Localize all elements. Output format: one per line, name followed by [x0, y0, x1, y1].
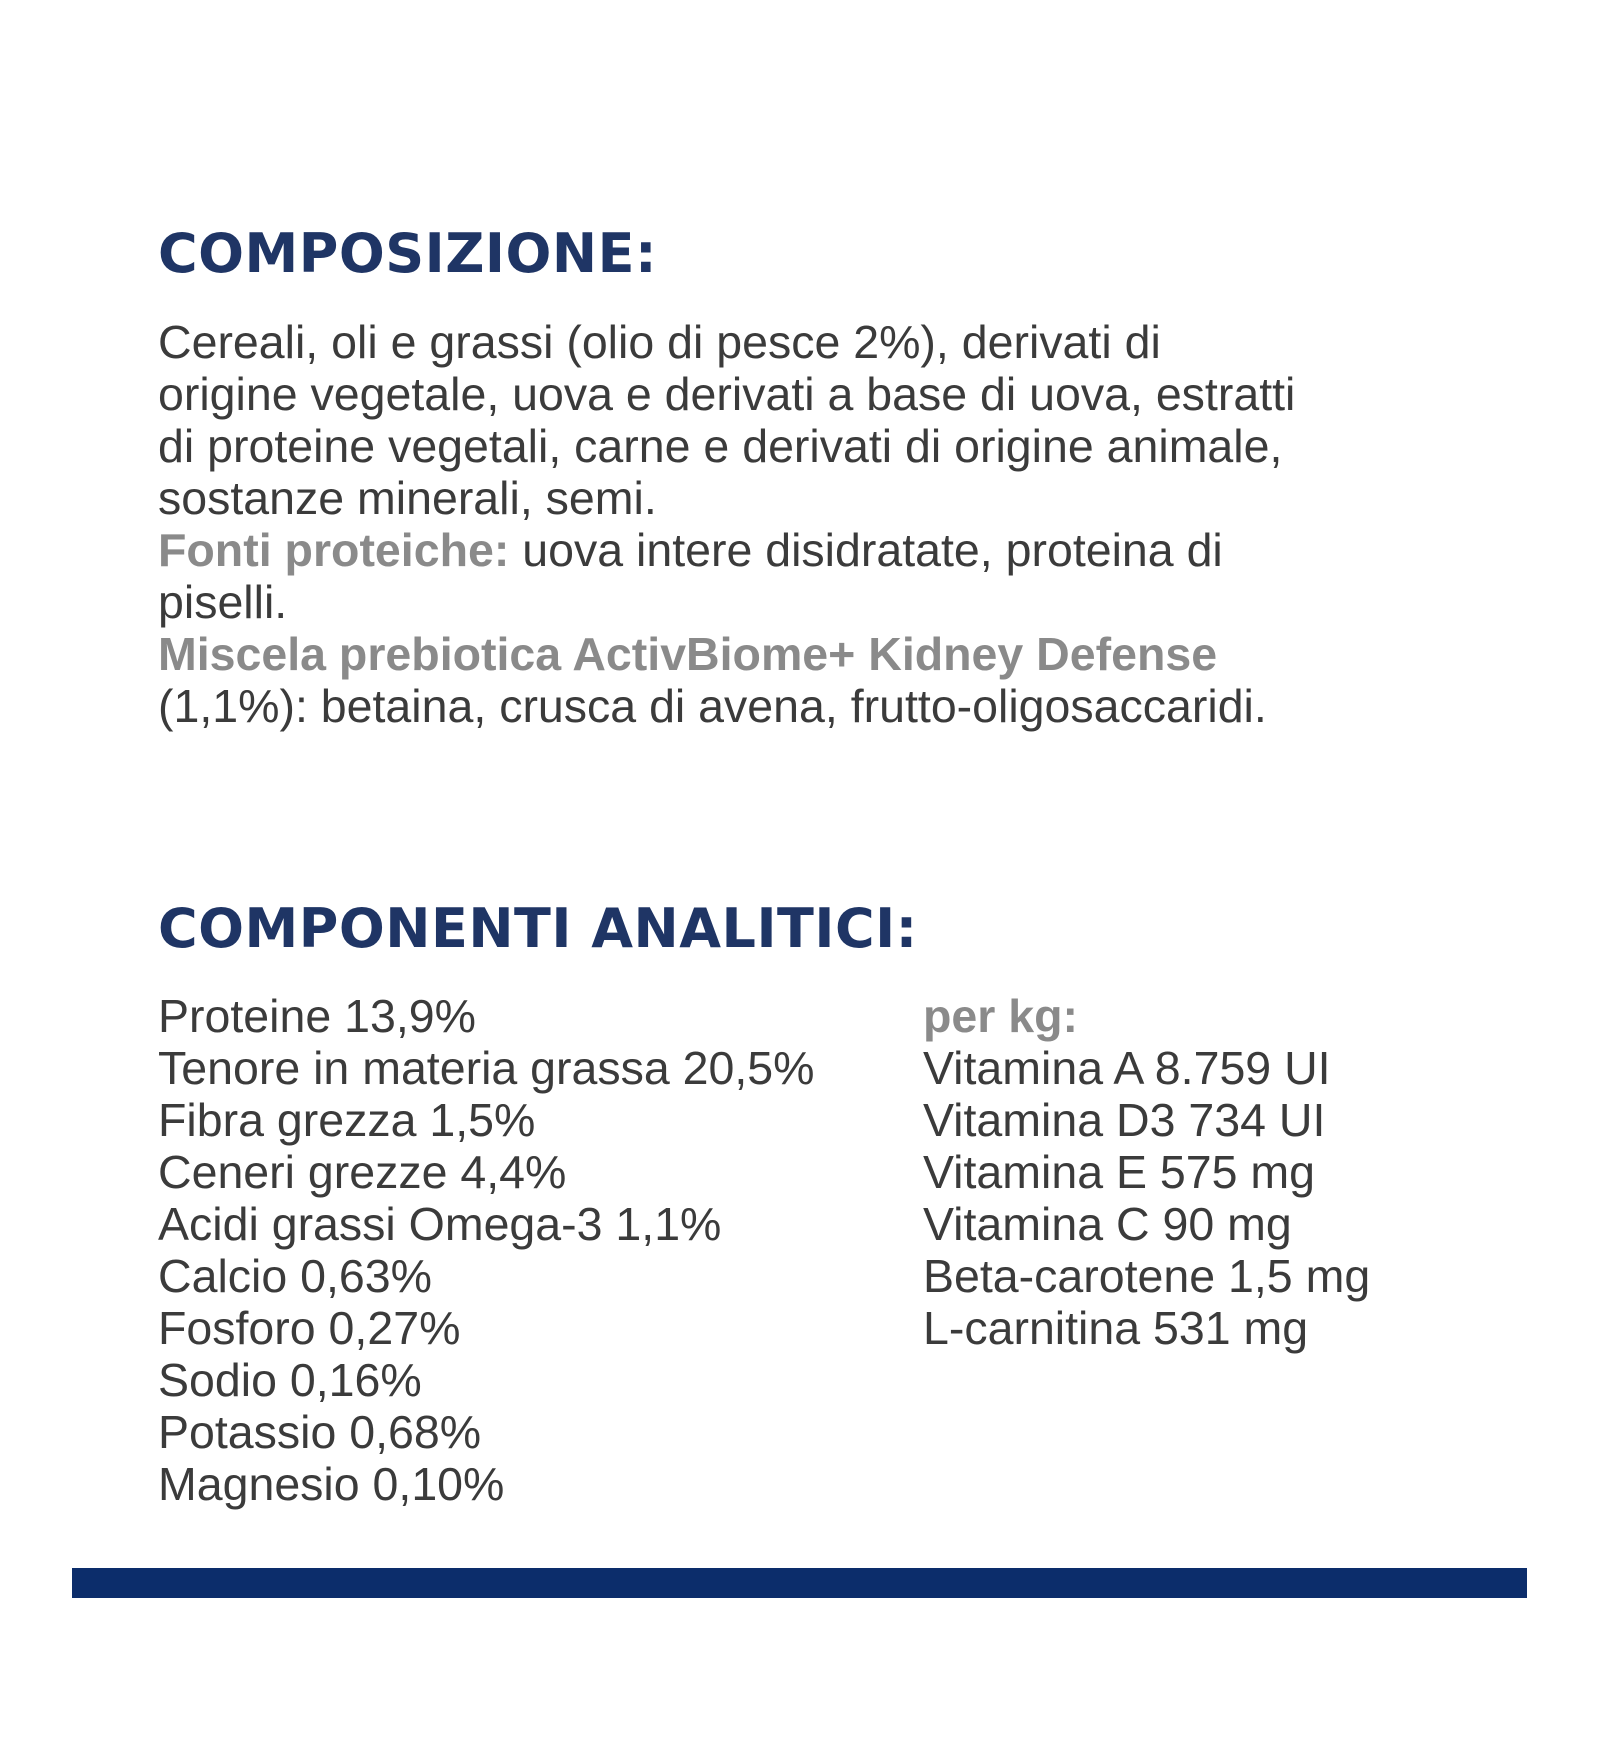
list-item: Sodio 0,16% [158, 1354, 422, 1406]
list-item: L-carnitina 531 mg [923, 1302, 1309, 1354]
fonti-proteiche-text-continued: piselli. [158, 576, 288, 628]
composizione-line: origine vegetale, uova e derivati a base di uova, estratti [158, 368, 1296, 420]
list-item: Tenore in materia grassa 20,5% [158, 1042, 815, 1094]
composizione-line: di proteine vegetali, carne e derivati di origine animale, [158, 420, 1283, 472]
per-kg-heading: per kg: [923, 990, 1079, 1042]
list-item: Ceneri grezze 4,4% [158, 1146, 567, 1198]
composizione-paragraph [158, 316, 1488, 732]
fonti-proteiche-text: uova intere disidratate, proteina di [509, 524, 1223, 576]
list-item: Vitamina A 8.759 UI [923, 1042, 1331, 1094]
per-kg-list [923, 990, 1370, 1354]
composizione-line: sostanze minerali, semi. [158, 472, 657, 524]
footer-bar [72, 1568, 1527, 1598]
fonti-proteiche-label: Fonti proteiche: [158, 524, 510, 576]
list-item: Vitamina E 575 mg [923, 1146, 1316, 1198]
list-item: Potassio 0,68% [158, 1406, 482, 1458]
composizione-heading: COMPOSIZIONE: [158, 222, 658, 285]
list-item: Vitamina C 90 mg [923, 1198, 1292, 1250]
list-item: Fibra grezza 1,5% [158, 1094, 536, 1146]
miscela-prebiotica-label: Miscela prebiotica ActivBiome+ Kidney Defense [158, 628, 1218, 680]
list-item: Beta-carotene 1,5 mg [923, 1250, 1371, 1302]
miscela-prebiotica-text: (1,1%): betaina, crusca di avena, frutto-oligosaccaridi. [158, 680, 1267, 732]
list-item: Fosforo 0,27% [158, 1302, 461, 1354]
analytical-components-list [158, 990, 815, 1510]
composizione-line: Cereali, oli e grassi (olio di pesce 2%), derivati di [158, 316, 1161, 368]
list-item: Vitamina D3 734 UI [923, 1094, 1326, 1146]
list-item: Magnesio 0,10% [158, 1458, 505, 1510]
list-item: Acidi grassi Omega-3 1,1% [158, 1198, 722, 1250]
list-item: Calcio 0,63% [158, 1250, 432, 1302]
componenti-analitici-heading: COMPONENTI ANALITICI: [158, 897, 918, 960]
list-item: Proteine 13,9% [158, 990, 476, 1042]
fonti-proteiche-line [158, 524, 1488, 576]
